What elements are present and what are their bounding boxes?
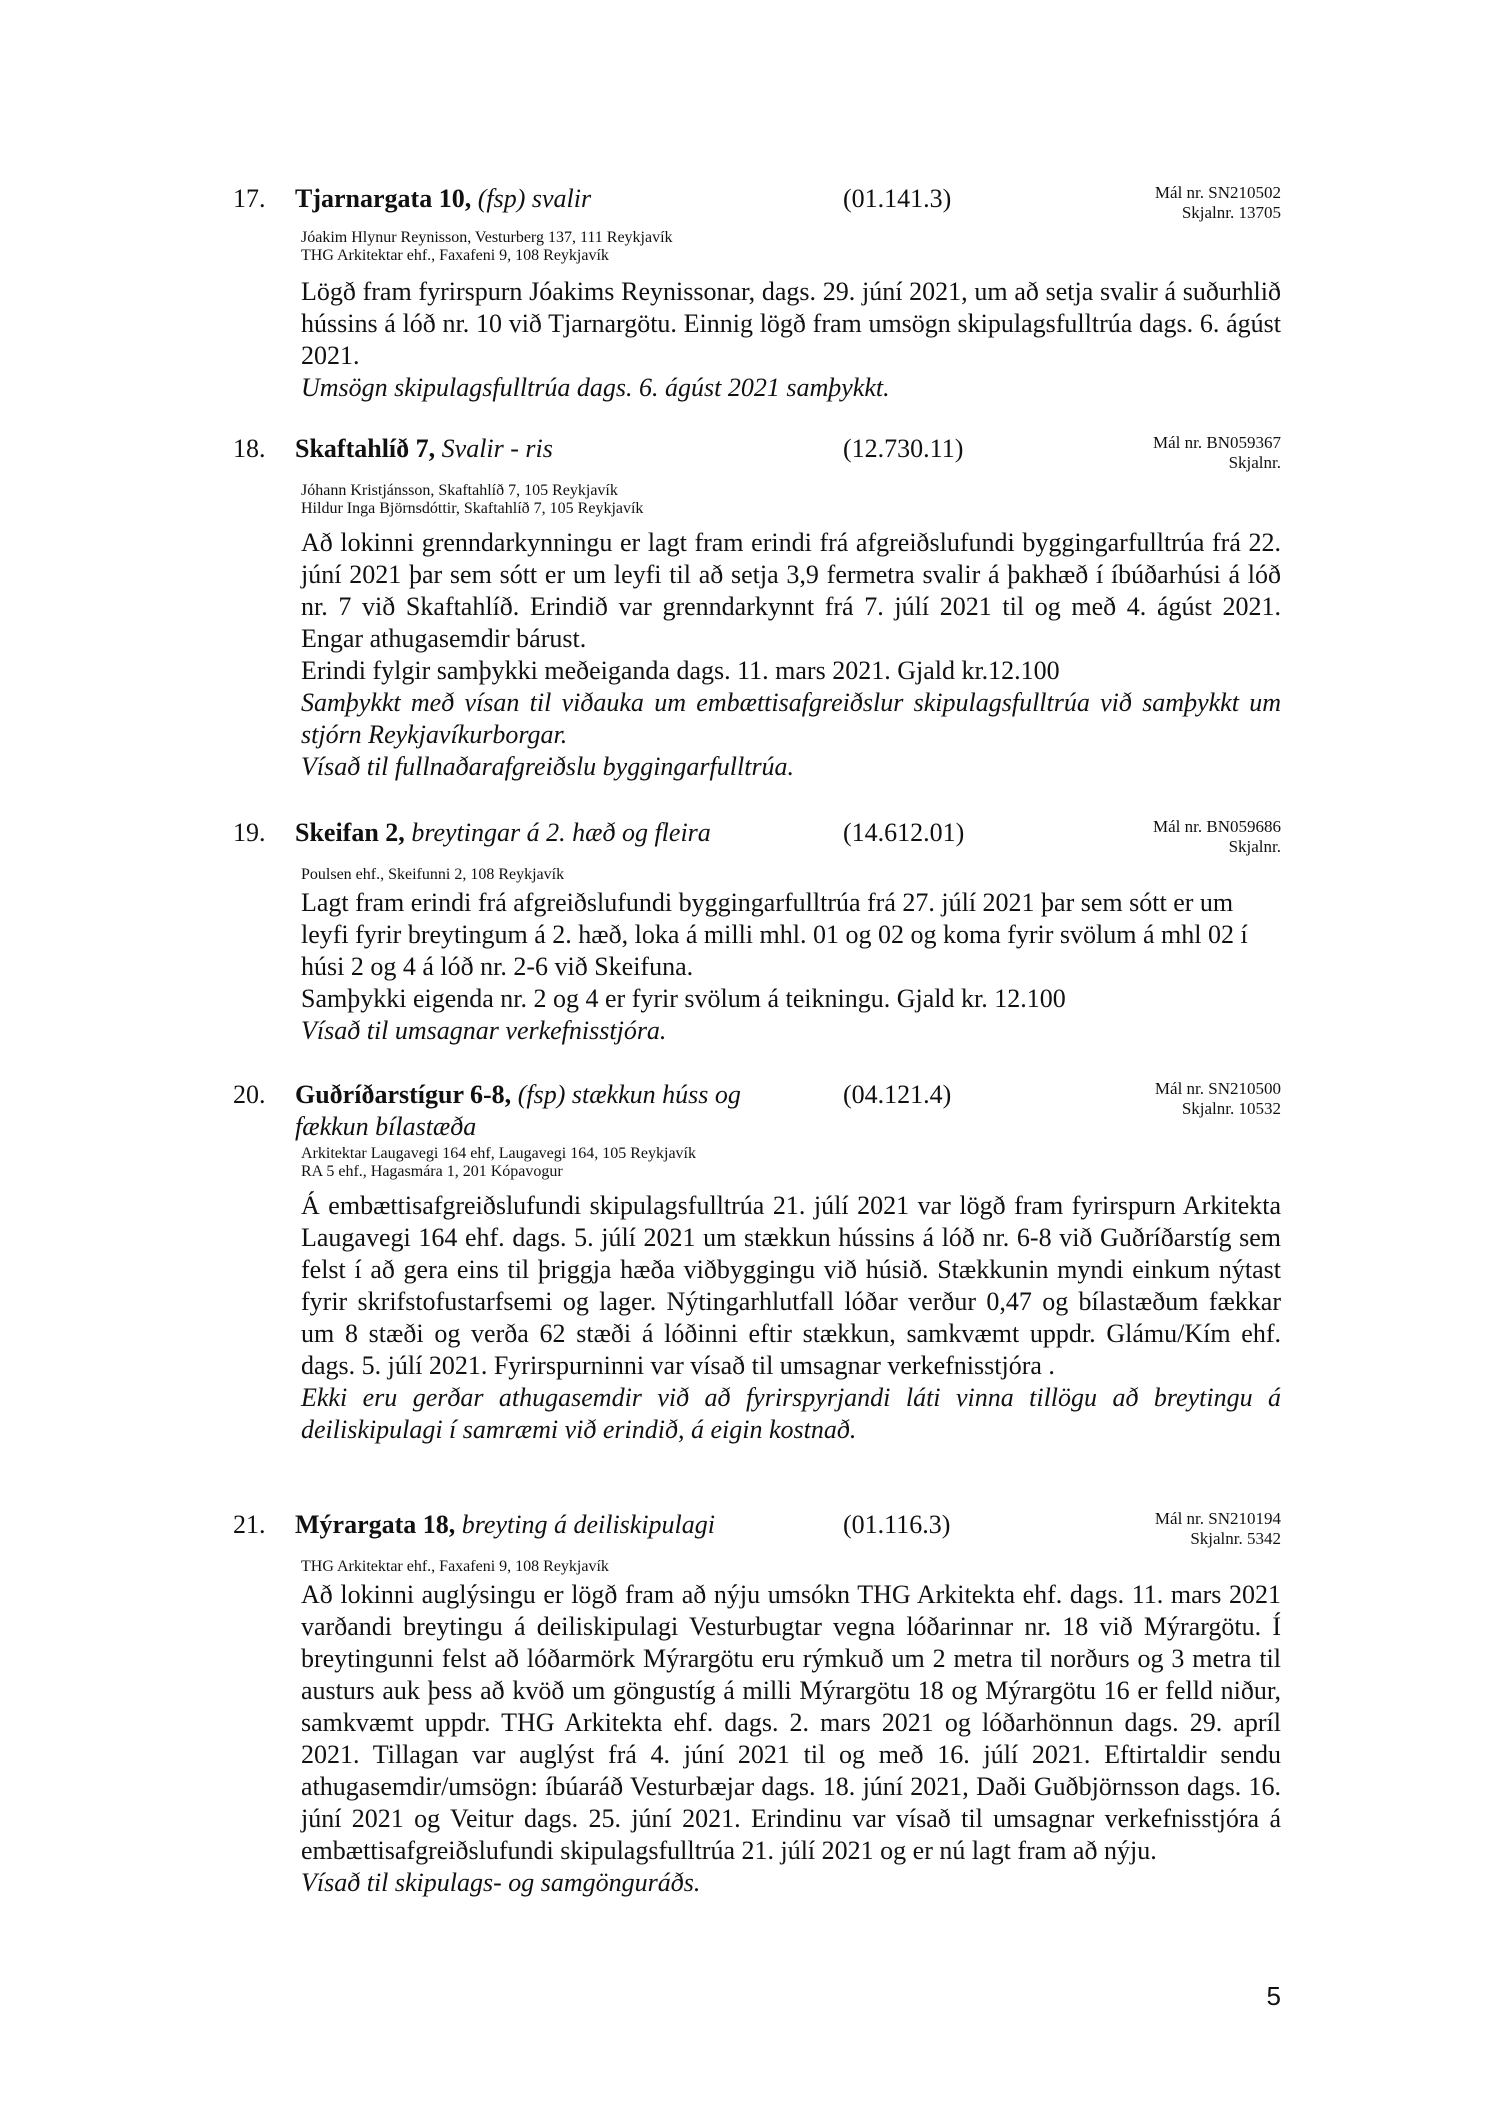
case-number: Mál nr. SN210194 <box>1154 1509 1281 1528</box>
applicants <box>301 866 564 884</box>
item-reference: (01.141.3) <box>843 184 952 213</box>
case-number: Mál nr. BN059686 <box>1153 817 1281 836</box>
item-number: 18. <box>233 434 266 463</box>
document-number: Skjalnr. <box>1228 837 1281 856</box>
paragraph: Lagt fram erindi frá afgreiðslufundi byggingarfulltrúa frá 27. júlí 2021 þar sem sótt er um leyfi fyrir breytingum á 2. hæð, loka á milli mhl. 01 og 02 og koma fyrir svölum á mhl 02 í húsi 2 og 4 á lóð nr. 2-6 við Skeifuna. <box>301 888 1248 981</box>
document-number: Skjalnr. 10532 <box>1181 1099 1281 1118</box>
decision: Ekki eru gerðar athugasemdir við að fyrirspyrjandi láti vinna tillögu að breytingu á deiliskipulagi í samræmi við erindið, á eigin kostnað. <box>301 1383 1281 1444</box>
item-subject: breytingar á 2. hæð og fleira <box>411 818 711 847</box>
item-subject: breyting á deiliskipulagi <box>461 1510 716 1539</box>
paragraph: Samþykki eigenda nr. 2 og 4 er fyrir svölum á teikningu. Gjald kr. 12.100 <box>301 984 1066 1013</box>
applicant: RA 5 ehf., Hagasmára 1, 201 Kópavogur <box>301 1163 563 1180</box>
item-body <box>301 1579 1281 1899</box>
decision: Vísað til fullnaðarafgreiðslu byggingarfulltrúa. <box>301 752 795 781</box>
item-address: Skeifan 2, <box>295 818 405 847</box>
case-numbers <box>1155 1509 1281 1549</box>
item-address: Guðríðarstígur 6-8, <box>295 1080 512 1109</box>
applicants <box>301 1558 609 1576</box>
applicants <box>301 482 643 518</box>
item-title <box>295 1079 795 1143</box>
applicant: Poulsen ehf., Skeifunni 2, 108 Reykjavík <box>301 866 565 883</box>
decision: Vísað til umsagnar verkefnisstjóra. <box>301 1016 667 1045</box>
page-number: 5 <box>1266 1981 1281 2011</box>
item-body <box>301 1190 1281 1446</box>
item-title <box>295 183 805 215</box>
item-address: Tjarnargata 10, <box>295 184 472 213</box>
applicant: Jóakim Hlynur Reynisson, Vesturberg 137, 111 Reykjavík <box>301 229 673 246</box>
paragraph: Á embættisafgreiðslufundi skipulagsfulltrúa 21. júlí 2021 var lögð fram fyrirspurn Arkitekta Laugavegi 164 ehf. dags. 5. júlí 2021 um stækkun hússins á lóð nr. 6-8 við Guðríðarstíg sem felst í að gera eins til þriggja hæða viðbyggingu við húsið. Stækkunin myndi einkum nýtast fyrir skrifstofustarfsemi og lager. Nýtingarhlutfall lóðar verður 0,47 og bílastæðum fækkar um 8 stæði og verða 62 stæði á lóðinni eftir stækkun, samkvæmt uppdr. Glámu/Kím ehf. dags. 5. júlí 2021. Fyrirspurninni var vísað til umsagnar verkefnisstjóra . <box>301 1191 1281 1380</box>
applicant: Jóhann Kristjánsson, Skaftahlíð 7, 105 Reykjavík <box>301 482 618 499</box>
item-subject: (fsp) svalir <box>477 184 592 213</box>
paragraph: Að lokinni auglýsingu er lögð fram að nýju umsókn THG Arkitekta ehf. dags. 11. mars 2021 varðandi breytingu á deiliskipulagi Vesturbugtar vegna lóðarinnar nr. 18 við Mýrargötu. Í breytingunni felst að lóðarmörk Mýrargötu eru rýmkuð um 2 metra til norðurs og 3 metra til austurs auk þess að kvöð um göngustíg á milli Mýrargötu 18 og Mýrargötu 16 er felld niður, samkvæmt uppdr. THG Arkitekta ehf. dags. 2. mars 2021 og lóðarhönnun dags. 29. apríl 2021. Tillagan var auglýst frá 4. júní 2021 til og með 16. júlí 2021. Eftirtaldir sendu athugasemdir/umsögn: íbúaráð Vesturbæjar dags. 18. júní 2021, Daði Guðbjörnsson dags. 16. júní 2021 og Veitur dags. 25. júní 2021. Erindinu var vísað til umsagnar verkefnisstjóra á embættisafgreiðslufundi skipulagsfulltrúa 21. júlí 2021 og er nú lagt fram að nýju. <box>301 1580 1281 1865</box>
applicants <box>301 1145 696 1181</box>
item-number: 17. <box>233 184 266 213</box>
item-title <box>295 433 805 465</box>
decision: Vísað til skipulags- og samgönguráðs. <box>301 1868 701 1897</box>
item-body <box>301 527 1281 783</box>
decision: Umsögn skipulagsfulltrúa dags. 6. ágúst 2021 samþykkt. <box>301 373 890 402</box>
item-title <box>295 817 805 849</box>
case-numbers <box>1155 183 1281 223</box>
item-reference: (04.121.4) <box>843 1080 952 1109</box>
item-address: Mýrargata 18, <box>295 1510 456 1539</box>
item-subject: (fsp) stækkun húss og fækkun bílastæða <box>295 1080 741 1141</box>
item-body <box>301 276 1281 404</box>
document-number: Skjalnr. 5342 <box>1190 1529 1281 1548</box>
case-number: Mál nr. BN059367 <box>1153 433 1281 452</box>
case-numbers <box>1153 433 1281 473</box>
document-number: Skjalnr. <box>1228 453 1281 472</box>
item-reference: (12.730.11) <box>843 434 964 463</box>
item-number: 19. <box>233 818 266 847</box>
case-numbers <box>1155 1079 1281 1119</box>
case-number: Mál nr. SN210500 <box>1154 1079 1281 1098</box>
item-address: Skaftahlíð 7, <box>295 434 436 463</box>
paragraph: Erindi fylgir samþykki meðeiganda dags. 11. mars 2021. Gjald kr.12.100 <box>301 656 1060 685</box>
item-number: 21. <box>233 1510 266 1539</box>
item-reference: (14.612.01) <box>843 818 965 847</box>
case-numbers <box>1153 817 1281 857</box>
item-number: 20. <box>233 1080 266 1109</box>
case-number: Mál nr. SN210502 <box>1154 183 1281 202</box>
item-title <box>295 1509 805 1541</box>
item-body <box>301 887 1281 1047</box>
item-subject: Svalir - ris <box>441 434 553 463</box>
applicant: THG Arkitektar ehf., Faxafeni 9, 108 Reykjavík <box>301 247 609 264</box>
applicant: Hildur Inga Björnsdóttir, Skaftahlíð 7, 105 Reykjavík <box>301 500 644 517</box>
paragraph: Lögð fram fyrirspurn Jóakims Reynissonar, dags. 29. júní 2021, um að setja svalir á suðurhlið hússins á lóð nr. 10 við Tjarnargötu. Einnig lögð fram umsögn skipulagsfulltrúa dags. 6. ágúst 2021. <box>301 277 1281 370</box>
paragraph: Að lokinni grenndarkynningu er lagt fram erindi frá afgreiðslufundi byggingarfulltrúa frá 22. júní 2021 þar sem sótt er um leyfi til að setja 3,9 fermetra svalir á þakhæð í íbúðarhúsi á lóð nr. 7 við Skaftahlíð. Erindið var grenndarkynnt frá 7. júlí 2021 til og með 4. ágúst 2021. Engar athugasemdir bárust. <box>301 528 1281 653</box>
applicant: THG Arkitektar ehf., Faxafeni 9, 108 Reykjavík <box>301 1558 609 1575</box>
decision: Samþykkt með vísan til viðauka um embættisafgreiðslur skipulagsfulltrúa við samþykkt um stjórn Reykjavíkurborgar. <box>301 688 1281 749</box>
applicant: Arkitektar Laugavegi 164 ehf, Laugavegi 164, 105 Reykjavík <box>301 1145 696 1162</box>
applicants <box>301 229 673 265</box>
document-number: Skjalnr. 13705 <box>1181 203 1281 222</box>
item-reference: (01.116.3) <box>843 1510 951 1539</box>
